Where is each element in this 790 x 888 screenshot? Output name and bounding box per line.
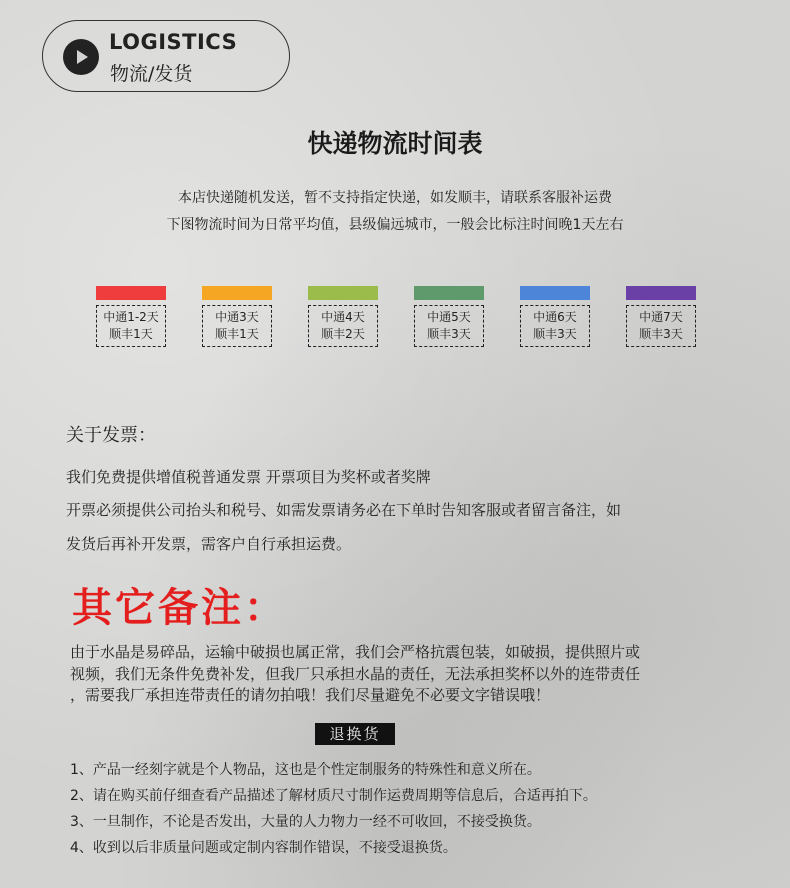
intro-line-1: 本店快递随机发送，暂不支持指定快递，如发顺丰，请联系客服补运费 [178, 190, 612, 206]
shipping-info-box [414, 305, 484, 347]
shipping-sf-time: 顺丰2天 [321, 327, 365, 341]
shipping-info-box [626, 305, 696, 347]
shipping-zto-time: 中通1-2天 [103, 310, 159, 324]
notes-line-2: 视频，我们无条件免费补发，但我厂只承担水晶的责任，无法承担奖杯以外的连带责任 [70, 665, 641, 683]
shipping-card [308, 286, 378, 347]
shipping-zto-time: 中通5天 [427, 310, 471, 324]
arrow-right-icon [63, 39, 99, 75]
shipping-info-box [308, 305, 378, 347]
invoice-line-3: 发货后再补开发票，需客户自行承担运费。 [66, 535, 352, 553]
shipping-sf-time: 顺丰1天 [109, 327, 153, 341]
shipping-zto-time: 中通3天 [215, 310, 259, 324]
shipping-info-box [202, 305, 272, 347]
shipping-sf-time: 顺丰3天 [427, 327, 471, 341]
returns-title: 退换货 [315, 723, 395, 745]
header-title-cn: 物流/发货 [110, 63, 193, 85]
shipping-color-bar [202, 286, 272, 300]
shipping-color-bar [414, 286, 484, 300]
shipping-zto-time: 中通6天 [533, 310, 577, 324]
shipping-card [96, 286, 166, 347]
invoice-label: 关于发票： [66, 425, 156, 446]
notes-line-3: ，需要我厂承担连带责任的请勿拍哦！我们尽量避免不必要文字错误哦！ [70, 686, 551, 704]
shipping-card [202, 286, 272, 347]
return-policy-item-1: 1、产品一经刻字就是个人物品，这也是个性定制服务的特殊性和意义所在。 [70, 762, 541, 778]
intro-line-2: 下图物流时间为日常平均值，县级偏远城市，一般会比标注时间晚1天左右 [166, 217, 624, 233]
shipping-color-bar [626, 286, 696, 300]
shipping-sf-time: 顺丰1天 [215, 327, 259, 341]
shipping-info-box [96, 305, 166, 347]
notes-line-1: 由于水晶是易碎品，运输中破损也属正常，我们会严格抗震包装，如破损，提供照片或 [70, 643, 641, 661]
invoice-line-2: 开票必须提供公司抬头和税号、如需发票请务必在下单时告知客服或者留言备注，如 [66, 501, 622, 519]
shipping-info-box [520, 305, 590, 347]
shipping-color-bar [520, 286, 590, 300]
logistics-header-badge [42, 20, 290, 92]
shipping-color-bar [308, 286, 378, 300]
shipping-card [520, 286, 590, 347]
shipping-zto-time: 中通4天 [321, 310, 365, 324]
return-policy-item-2: 2、请在购买前仔细查看产品描述了解材质尺寸制作运费周期等信息后，合适再拍下。 [70, 788, 597, 804]
shipping-card [414, 286, 484, 347]
shipping-color-bar [96, 286, 166, 300]
return-policy-item-4: 4、收到以后非质量问题或定制内容制作错误，不接受退换货。 [70, 840, 457, 856]
shipping-zto-time: 中通7天 [639, 310, 683, 324]
shipping-card [626, 286, 696, 347]
return-policy-item-3: 3、一旦制作，不论是否发出，大量的人力物力一经不可收回，不接受换货。 [70, 814, 541, 830]
page-title: 快递物流时间表 [307, 129, 483, 158]
shipping-sf-time: 顺丰3天 [639, 327, 683, 341]
shipping-sf-time: 顺丰3天 [533, 327, 577, 341]
notes-title: 其它备注： [72, 585, 287, 631]
header-title-en: LOGISTICS [109, 30, 238, 54]
invoice-line-1: 我们免费提供增值税普通发票 开票项目为奖杯或者奖牌 [66, 468, 431, 486]
